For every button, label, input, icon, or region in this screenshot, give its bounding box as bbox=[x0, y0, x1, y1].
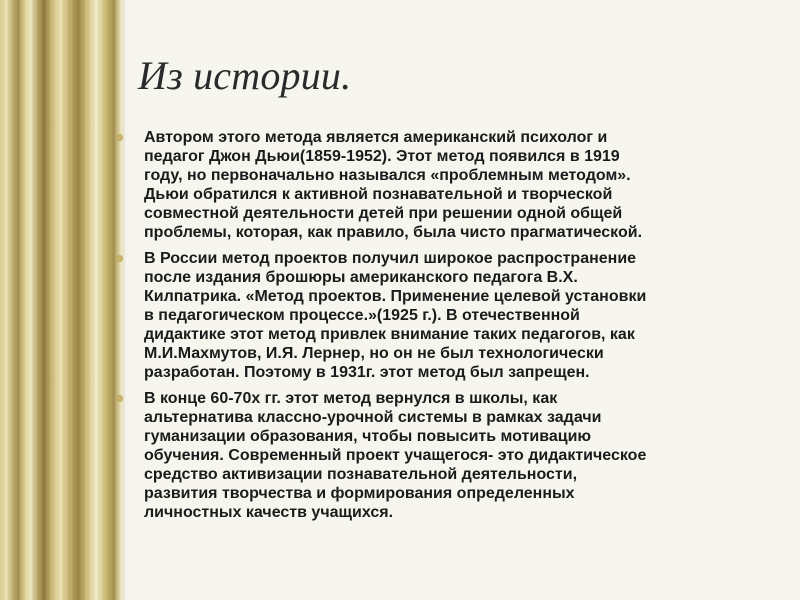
decorative-gold-stripes bbox=[0, 0, 126, 600]
bullet-dot-icon bbox=[116, 134, 123, 141]
bullet-text-1: Автором этого метода является американский психолог и педагог Джон Дьюи(1859-1952). Этот метод появился в 1919 году, но первоначально назывался «проблемным методом». Дьюи обратился к активной познавательной и творческой совместной деятельности детей при решении одной общей проблемы, которая, как правило, была чисто прагматической. bbox=[144, 129, 643, 241]
slide-title: Из истории. bbox=[138, 53, 352, 98]
bullet-dot-icon bbox=[116, 255, 123, 262]
bullet-dot-icon bbox=[116, 395, 123, 402]
bullet-item-3 bbox=[116, 389, 792, 522]
bullet-item-2 bbox=[116, 249, 792, 382]
bullet-item-1 bbox=[116, 128, 792, 242]
bullet-list bbox=[116, 128, 792, 522]
bullet-text-3: В конце 60-70х гг. этот метод вернулся в школы, как альтернатива классно-урочной системы в рамках задачи гуманизации образования, чтобы повысить мотивацию обучения. Современный проект учащегося- это дидактическое средство активизации познавательной деятельности, развития творчества и формирования определенных личностных качеств учащихся. bbox=[144, 390, 647, 521]
bullet-text-2: В России метод проектов получил широкое распространение после издания брошюры американского педагога В.Х. Килпатрика. «Метод проектов. Применение целевой установки в педагогическом процессе.»(1925 г.). В отечественной дидактике этот метод привлек внимание таких педагогов, как М.И.Махмутов, И.Я. Лернер, но он не был технологически разработан. Поэтому в 1931г. этот метод был запрещен. bbox=[144, 250, 647, 381]
slide-content bbox=[116, 128, 792, 588]
